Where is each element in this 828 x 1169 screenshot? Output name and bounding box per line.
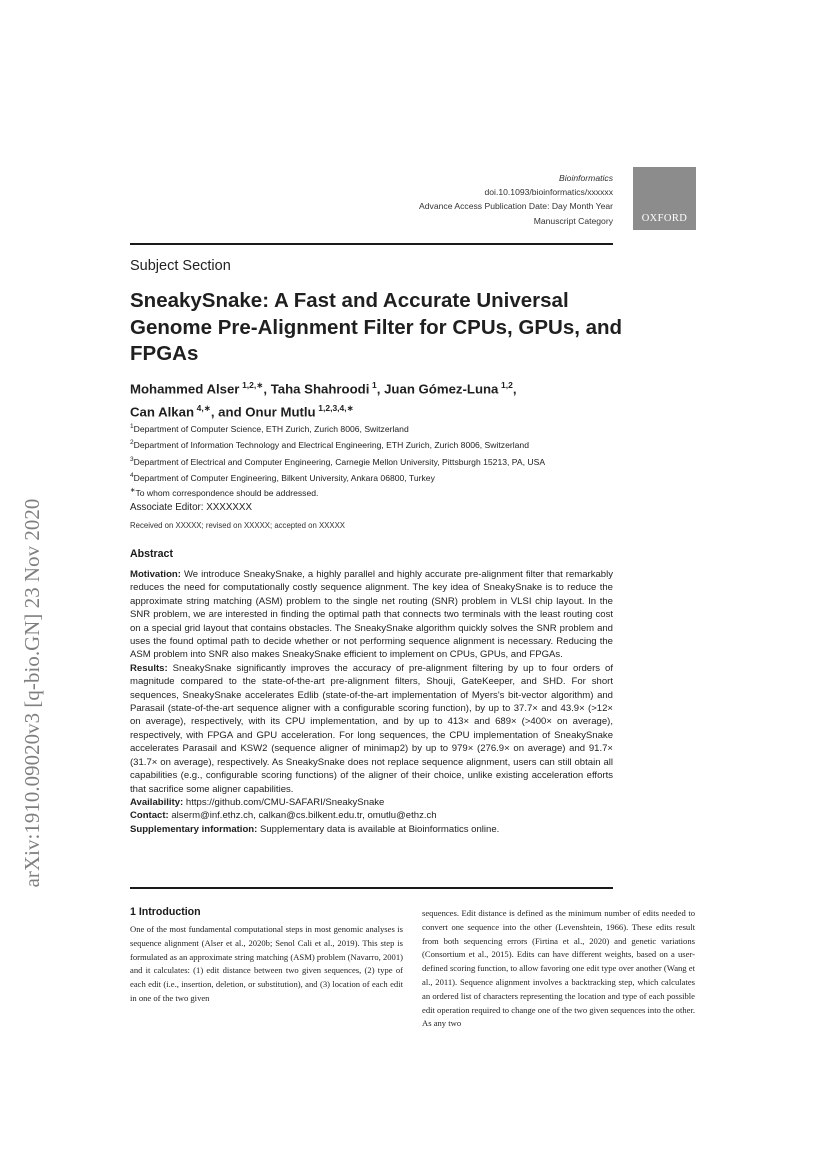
motivation-label: Motivation: xyxy=(130,569,181,580)
journal-header xyxy=(419,171,613,228)
top-rule xyxy=(130,243,613,245)
abstract-results xyxy=(130,662,613,796)
associate-editor: Associate Editor: XXXXXXX xyxy=(130,502,252,513)
contact-emails[interactable]: alserm@inf.ethz.ch, calkan@cs.bilkent.edu.tr, omutlu@ethz.ch xyxy=(171,810,437,822)
author-name: Mohammed Alser xyxy=(130,381,240,397)
affiliation-item xyxy=(130,453,613,469)
affiliation-text: Department of Electrical and Computer Engineering, Carnegie Mellon University, Pittsburgh 15213, PA, USA xyxy=(133,456,546,467)
intro-right-column xyxy=(422,907,695,1031)
subject-section: Subject Section xyxy=(130,258,231,274)
affiliation-item xyxy=(130,469,613,485)
results-text: SneakySnake significantly improves the accuracy of pre-alignment filtering by up to four orders of magnitude compared to the state-of-the-art pre-alignment filters, Shouji, GateKeeper, and SHD. For short sequences, SneakySnake accelerates Edlib (state-of-the-art implementation of Myers's bit-vector algorithm) and Parasail (state-of-the-art sequence aligner with a configurable scoring function), by up to 37.7× and 43.9× (>12× on average), respectively, with its CPU implementation, and by up to 413× and 689× (>400× on average), respectively, with FPGA and GPU acceleration. For long sequences, the CPU implementation of SneakySnake accelerates Parasail and KSW2 (sequence aligner of minimap2) by up to 979× (276.9× on average) and 91.7× (31.7× on average), respectively. As SneakySnake does not replace sequence alignment, users can still obtain all capabilities (e.g., configurable scoring functions) of the aligner of their choice, unlike existing acceleration efforts that sacrifice some aligner capabilities. xyxy=(130,662,613,795)
abstract-availability xyxy=(130,796,613,809)
abstract-heading: Abstract xyxy=(130,548,173,560)
author-name: Can Alkan xyxy=(130,404,194,420)
affiliation-number: 1 xyxy=(130,423,134,430)
contact-label: Contact: xyxy=(130,810,169,822)
affiliation-text: Department of Computer Science, ETH Zurich, Zurich 8006, Switzerland xyxy=(133,423,409,434)
bottom-rule xyxy=(130,887,613,889)
received-dates: Received on XXXXX; revised on XXXXX; accepted on XXXXX xyxy=(130,521,345,530)
intro-left-text: One of the most fundamental computational steps in most genomic analyses is sequence alignment (Alser et al., 2020b; Senol Cali et al., 2019). This step is formulated as an approximate string matching (ASM) problem (Navarro, 2001) and it calculates: (1) edit distance between two given sequences, (2) type of each edit (i.e., insertion, deletion, or substitution), and (3) location of each edit in one of the two given xyxy=(130,924,404,1003)
introduction-heading: 1 Introduction xyxy=(130,906,201,918)
author-separator: , and xyxy=(210,404,246,420)
author-list: Mohammed Alser $^{1,2,∗}$, Taha Shahroodi $^1$, Juan Gómez-Luna $^{1,2}$, Can Alkan $^{4,∗}$, and Onur Mutlu $^{1,2,3,4,∗}$ xyxy=(130,380,517,420)
abstract-supplementary xyxy=(130,823,613,836)
author-affil-marks: 1,2 xyxy=(501,380,513,390)
author-name: Onur Mutlu xyxy=(245,404,316,420)
availability-link[interactable]: https://github.com/CMU-SAFARI/SneakySnake xyxy=(185,796,385,808)
affiliation-text: Department of Computer Engineering, Bilkent University, Ankara 06800, Turkey xyxy=(133,472,435,483)
abstract-body xyxy=(130,568,613,836)
affiliation-number: 2 xyxy=(130,439,134,447)
author-affil-marks: 1 xyxy=(372,380,377,390)
intro-right-text: sequences. Edit distance is defined as the minimum number of edits needed to convert one sequence into the other (Levenshtein, 1966). These edits result from both sequencing errors (Firtina et al., 2020) and genetic variations (Consortium et al., 2015). Edits can have different weights, based on a user-defined scoring function, to allow favoring one edit type over another (Wang et al., 2011). Sequence alignment involves a backtracking step, which calculates an ordered list of characters representing the location and type of each possible edit operation required to change one of the two given sequences into the other. As any two xyxy=(422,908,696,1029)
supplementary-label: Supplementary information: xyxy=(130,823,258,835)
paper-title: SneakySnake: A Fast and Accurate Universal Genome Pre-Alignment Filter for CPUs, GPUs, and FPGAs xyxy=(130,289,623,365)
author-affil-marks: 1,2,∗ xyxy=(242,380,264,390)
author-name: Taha Shahroodi xyxy=(270,381,370,397)
affiliation-list xyxy=(130,420,613,485)
affiliation-number: 4 xyxy=(130,471,134,479)
affiliation-item xyxy=(130,420,613,436)
affiliation-number: 3 xyxy=(130,455,134,463)
oxford-logo-text: OXFORD xyxy=(641,213,688,224)
author-separator: , xyxy=(263,381,271,397)
manuscript-category: Manuscript Category xyxy=(533,215,613,226)
author-affil-marks: 1,2,3,4,∗ xyxy=(318,402,354,413)
journal-name: Bioinformatics xyxy=(559,173,613,183)
author-name: Juan Gómez-Luna xyxy=(384,381,499,397)
oxford-logo xyxy=(633,167,696,230)
results-label: Results: xyxy=(130,662,168,674)
supplementary-text: Supplementary data is available at Bioinformatics online. xyxy=(259,823,500,835)
intro-left-column xyxy=(130,923,403,1006)
correspondence-mark: ∗ xyxy=(130,487,136,494)
access-date: Advance Access Publication Date: Day Month Year xyxy=(419,201,613,212)
correspondence-note xyxy=(130,486,318,498)
availability-label: Availability: xyxy=(130,796,184,808)
abstract-motivation xyxy=(130,568,613,662)
author-affil-marks: 4,∗ xyxy=(196,402,211,413)
author-separator: , xyxy=(376,381,385,397)
affiliation-text: Department of Information Technology and Electrical Engineering, ETH Zurich, Zurich 8006, Switzerland xyxy=(133,440,529,451)
doi: doi.10.1093/bioinformatics/xxxxxx xyxy=(484,187,613,198)
motivation-text: We introduce SneakySnake, a highly parallel and highly accurate pre-alignment filter that remarkably reduces the need for computationally costly sequence alignment. The key idea of SneakySnake is to reduce the approximate string matching (ASM) problem to the single net routing (SNR) problem in VLSI chip layout. In the SNR problem, we are interested in finding the optimal path that connects two terminals with the least routing cost on a special grid layout that contains obstacles. The SneakySnake algorithm quickly solves the SNR problem and uses the found optimal path to decide whether or not performing sequence alignment is necessary. Reducing the ASM problem into SNR also makes SneakySnake efficient to implement on CPUs, GPUs, and FPGAs. xyxy=(130,569,614,661)
affiliation-item xyxy=(130,436,613,452)
correspondence-text: To whom correspondence should be addressed. xyxy=(135,487,319,498)
arxiv-stamp xyxy=(19,470,47,916)
arxiv-stamp-text: arXiv:1910.09020v3 [q-bio.GN] 23 Nov 2020 xyxy=(21,498,44,888)
abstract-contact xyxy=(130,809,613,822)
